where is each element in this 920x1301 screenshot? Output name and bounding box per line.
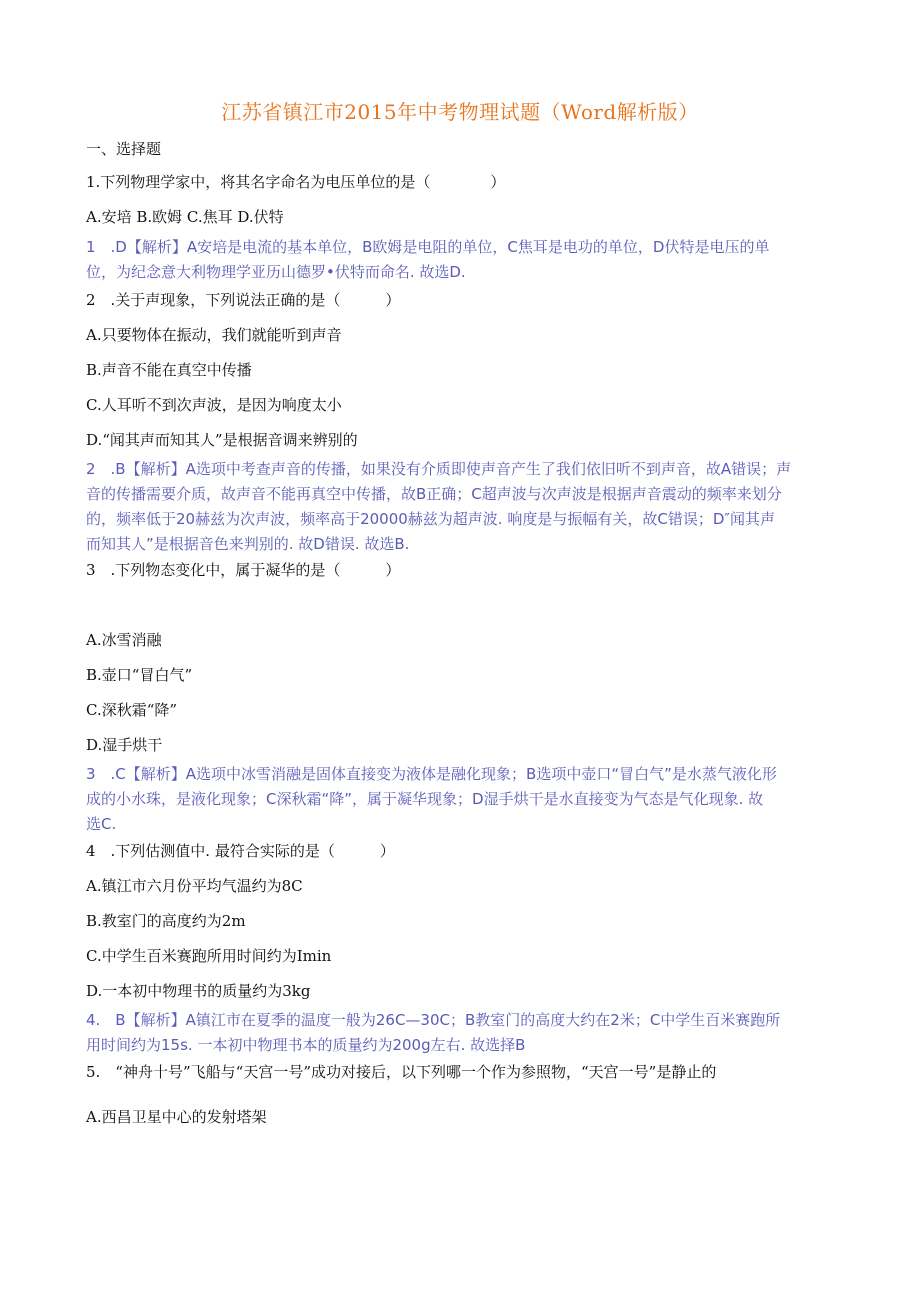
question-2-option-c: C.人耳听不到次声波，是因为响度太小: [86, 396, 342, 414]
question-4-option-b: B.教室门的高度约为2m: [86, 912, 246, 930]
answer-line: 4. B【解析】A镇江市在夏季的温度一般为26C—30C；B教室门的高度大约在2米；C中学生百米赛跑所: [86, 1011, 781, 1029]
question-5-option-a: A.西昌卫星中心的发射塔架: [86, 1108, 267, 1126]
answer-line: 选C.: [86, 815, 117, 833]
question-4-option-c: C.中学生百米赛跑所用时间约为Imin: [86, 947, 332, 965]
question-2-option-d: D.“闻其声而知其人”是根据音调来辨别的: [86, 431, 358, 449]
question-1-answer: [86, 235, 821, 285]
question-3-option-c: C.深秋霜“降”: [86, 701, 178, 719]
page-title: 江苏省镇江市2015年中考物理试题（Word解析版）: [221, 100, 699, 124]
question-3-option-b: B.壶口“冒白气”: [86, 666, 193, 684]
answer-line: 3 .C【解析】A选项中冰雪消融是固体直接变为液体是融化现象；B选项中壶口“冒白气”是水蒸气液化形: [86, 765, 777, 783]
answer-line: 用时间约为15s. 一本初中物理书本的质量约为200g左右. 故选择B: [86, 1036, 526, 1054]
answer-line: 成的小水珠，是液化现象；C深秋霜“降”，属于凝华现象；D湿手烘干是水直接变为气态是气化现象. 故: [86, 790, 764, 808]
question-3-stem: 3 .下列物态变化中，属于凝华的是（ ）: [86, 561, 401, 579]
answer-line: 而知其人”是根据音色来判别的. 故D错误. 故选B.: [86, 535, 410, 553]
section-heading: 一、选择题: [86, 140, 162, 158]
question-2-answer: [86, 457, 821, 557]
answer-line: 1 .D【解析】A安培是电流的基本单位，B欧姆是电阻的单位，C焦耳是电功的单位，D伏特是电压的单: [86, 238, 770, 256]
answer-line: 音的传播需要介质，故声音不能再真空中传播，故B正确；C超声波与次声波是根据声音震动的频率来划分: [86, 485, 782, 503]
answer-line: 2 .B【解析】A选项中考查声音的传播，如果没有介质即使声音产生了我们依旧听不到声音，故A错误；声: [86, 460, 792, 478]
question-1-options: A.安培 B.欧姆 C.焦耳 D.伏特: [86, 208, 284, 226]
question-3-option-a: A.冰雪消融: [86, 631, 162, 649]
question-4-stem: 4 .下列估测值中. 最符合实际的是（ ）: [86, 842, 395, 860]
question-3-answer: [86, 762, 821, 837]
question-4-option-d: D.一本初中物理书的质量约为3kg: [86, 982, 311, 1000]
question-1-stem: 1.下列物理学家中，将其名字命名为电压单位的是（ ）: [86, 173, 506, 191]
question-4-answer: [86, 1008, 821, 1058]
question-3-option-d: D.湿手烘干: [86, 736, 163, 754]
question-4-option-a: A.镇江市六月份平均气温约为8C: [86, 877, 303, 895]
question-2-option-a: A.只要物体在振动，我们就能听到声音: [86, 326, 342, 344]
answer-line: 位，为纪念意大利物理学亚历山德罗•伏特而命名. 故选D.: [86, 263, 466, 281]
question-5-stem: 5. “神舟十号”飞船与“天宫一号”成功对接后，以下列哪一个作为参照物，“天宫一号”是静止的: [86, 1063, 717, 1081]
question-2-option-b: B.声音不能在真空中传播: [86, 361, 252, 379]
answer-line: 的，频率低于20赫兹为次声波，频率高于20000赫兹为超声波. 响度是与振幅有关，故C错误；D″闻其声: [86, 510, 775, 528]
question-2-stem: 2 .关于声现象，下列说法正确的是（ ）: [86, 291, 401, 309]
